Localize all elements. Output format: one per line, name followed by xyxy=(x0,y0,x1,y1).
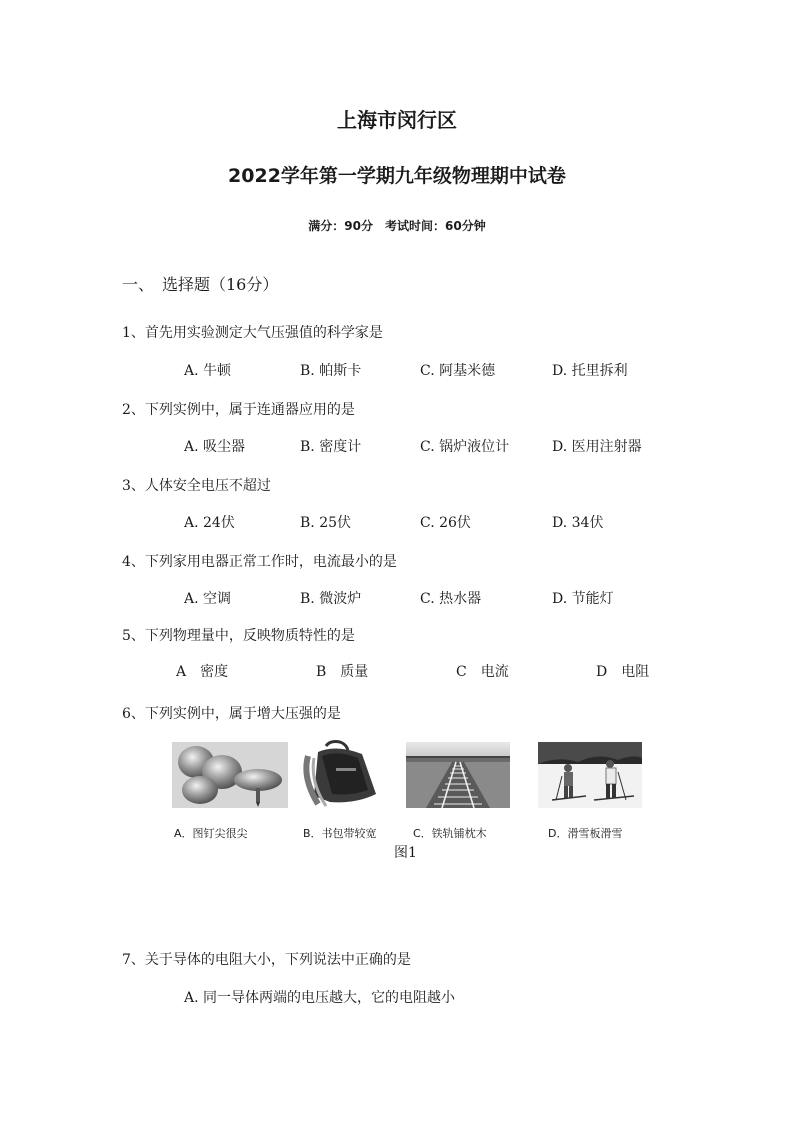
question-2-option-b: B. 密度计 xyxy=(300,439,362,455)
figure-railway-image xyxy=(406,742,510,808)
question-2-option-a: A. 吸尘器 xyxy=(184,439,246,455)
question-4-option-c: C. 热水器 xyxy=(420,591,482,607)
question-3-stem: 3、人体安全电压不超过 xyxy=(122,478,271,494)
railway-illustration xyxy=(406,742,510,808)
question-2-stem: 2、下列实例中，属于连通器应用的是 xyxy=(122,402,355,418)
figure-label: 图1 xyxy=(394,845,417,861)
skiing-illustration xyxy=(538,742,642,808)
figure-skiing-image xyxy=(538,742,642,808)
score-info: 满分：90分 考试时间：60分钟 xyxy=(308,219,486,233)
figure-caption-c: C．铁轨铺枕木 xyxy=(413,827,487,840)
question-1-option-d: D. 托里拆利 xyxy=(552,363,628,379)
question-5-option-a: A 密度 xyxy=(176,664,229,680)
question-7-stem: 7、关于导体的电阻大小，下列说法中正确的是 xyxy=(122,952,411,968)
question-1-option-a: A. 牛顿 xyxy=(184,363,232,379)
question-4-option-b: B. 微波炉 xyxy=(300,591,362,607)
question-4-option-a: A. 空调 xyxy=(184,591,232,607)
question-1-option-b: B. 帕斯卡 xyxy=(300,363,362,379)
schoolbag-illustration xyxy=(296,738,382,810)
section-heading: 一、 选择题（16分） xyxy=(122,275,279,294)
question-6-stem: 6、下列实例中，属于增大压强的是 xyxy=(122,706,341,722)
question-5-option-d: D 电阻 xyxy=(596,664,650,680)
question-3-option-a: A. 24伏 xyxy=(184,515,235,531)
question-2-option-c: C. 锅炉液位计 xyxy=(420,439,510,455)
question-4-stem: 4、下列家用电器正常工作时，电流最小的是 xyxy=(122,554,397,570)
exam-title: 2022学年第一学期九年级物理期中试卷 xyxy=(228,165,566,187)
figure-thumbtack-image xyxy=(172,742,288,808)
question-3-option-c: C. 26伏 xyxy=(420,515,471,531)
question-5-stem: 5、下列物理量中，反映物质特性的是 xyxy=(122,628,355,644)
thumbtack-illustration xyxy=(172,742,288,808)
figure-caption-b: B．书包带较宽 xyxy=(303,827,377,840)
question-1-option-c: C. 阿基米德 xyxy=(420,363,496,379)
question-3-option-d: D. 34伏 xyxy=(552,515,604,531)
question-4-option-d: D. 节能灯 xyxy=(552,591,614,607)
question-3-option-b: B. 25伏 xyxy=(300,515,352,531)
question-5-option-b: B 质量 xyxy=(316,664,369,680)
page-title: 上海市闵行区 xyxy=(337,108,457,132)
question-7-option-a: A. 同一导体两端的电压越大，它的电阻越小 xyxy=(184,990,456,1006)
figure-schoolbag-image xyxy=(296,738,382,810)
question-5-option-c: C 电流 xyxy=(456,664,509,680)
question-2-option-d: D. 医用注射器 xyxy=(552,439,642,455)
figure-caption-d: D．滑雪板滑雪 xyxy=(548,827,623,840)
question-1-stem: 1、首先用实验测定大气压强值的科学家是 xyxy=(122,325,383,341)
figure-caption-a: A．图钉尖很尖 xyxy=(174,827,248,840)
